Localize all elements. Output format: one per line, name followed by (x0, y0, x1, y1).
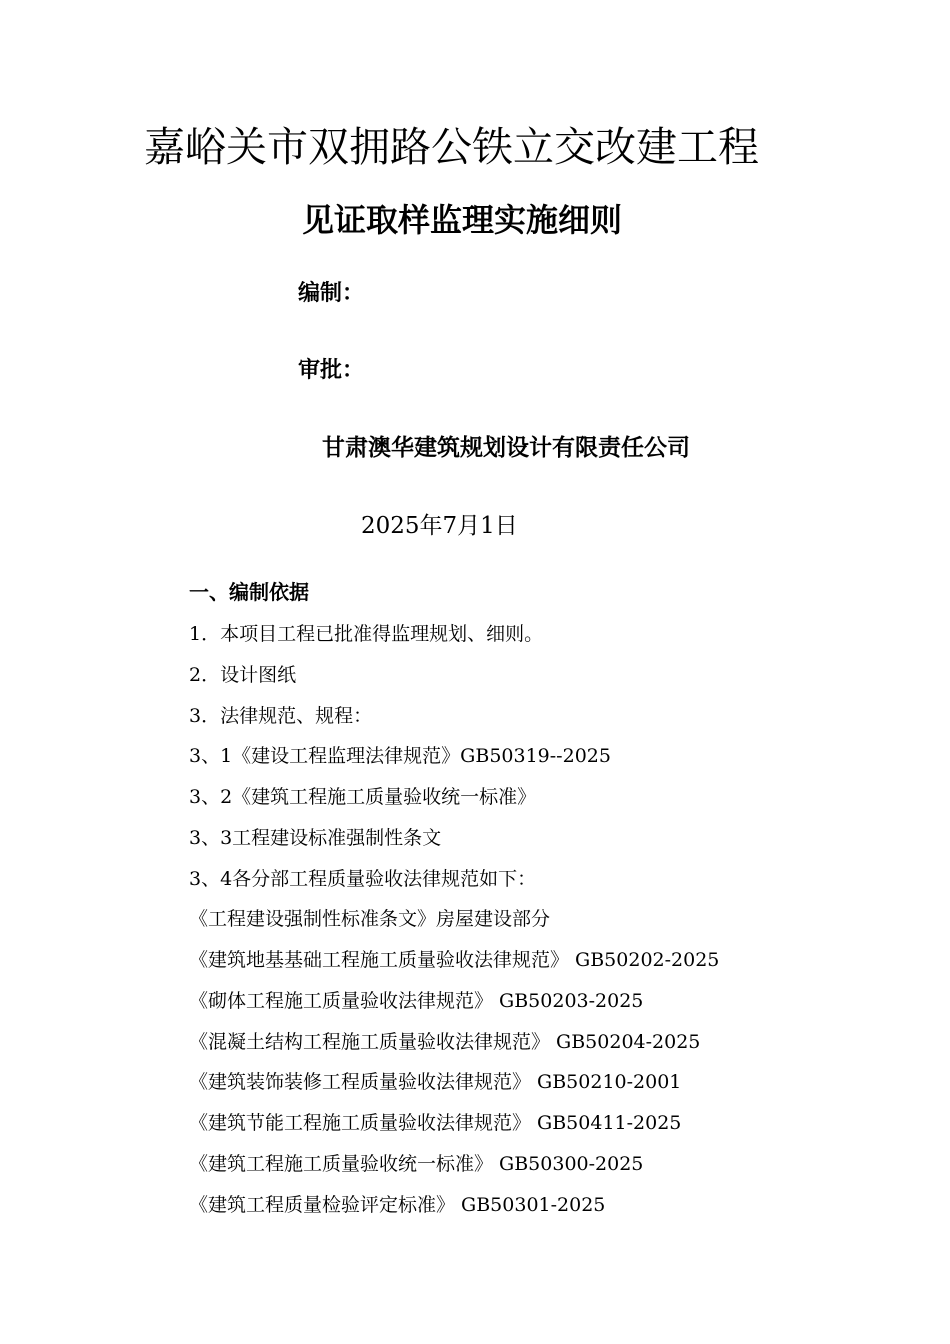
standard-line: 《工程建设强制性标准条文》房屋建设部分 (189, 908, 551, 930)
basis-line-3-1: 3、1《建设工程监理法律规范》GB50319--2025 (189, 745, 611, 767)
document-date: 2025年7月1日 (361, 513, 518, 539)
approved-by-label: 审批： (298, 358, 365, 383)
section-heading: 一、编制依据 (189, 580, 309, 604)
basis-line-1: 1．本项目工程已批准得监理规划、细则。 (189, 623, 544, 645)
standard-line: 《建筑工程施工质量验收统一标准》 GB50300-2025 (189, 1153, 644, 1175)
standard-line: 《混凝土结构工程施工质量验收法律规范》 GB50204-2025 (189, 1031, 701, 1053)
document-subtitle: 见证取样监理实施细则 (302, 201, 623, 239)
basis-line-3-4: 3、4各分部工程质量验收法律规范如下： (189, 868, 537, 890)
basis-line-2: 2．设计图纸 (189, 664, 297, 686)
company-name: 甘肃澳华建筑规划设计有限责任公司 (322, 435, 690, 461)
standard-line: 《建筑地基基础工程施工质量验收法律规范》 GB50202-2025 (189, 949, 720, 971)
basis-line-3: 3．法律规范、规程： (189, 705, 373, 727)
basis-line-3-2: 3、2《建筑工程施工质量验收统一标准》 (189, 786, 537, 808)
basis-line-3-3: 3、3工程建设标准强制性条文 (189, 827, 442, 849)
compiled-by-label: 编制： (298, 281, 365, 306)
document-title: 嘉峪关市双拥路公铁立交改建工程 (144, 123, 759, 171)
standard-line: 《建筑装饰装修工程质量验收法律规范》 GB50210-2001 (189, 1071, 682, 1093)
standard-line: 《砌体工程施工质量验收法律规范》 GB50203-2025 (189, 990, 644, 1012)
standard-line: 《建筑节能工程施工质量验收法律规范》 GB50411-2025 (189, 1112, 682, 1134)
standard-line: 《建筑工程质量检验评定标准》 GB50301-2025 (189, 1194, 606, 1216)
